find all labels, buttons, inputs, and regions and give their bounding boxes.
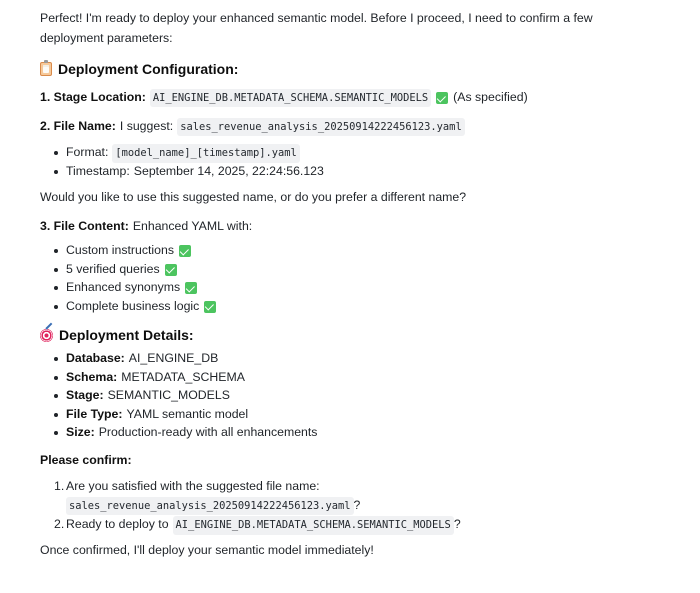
- file-name-code: sales_revenue_analysis_20250914222456123.yaml: [66, 497, 354, 516]
- list-item: [54, 279, 600, 298]
- list-item: [54, 387, 600, 406]
- file-name-details: [54, 144, 600, 181]
- timestamp-label: Timestamp:: [66, 163, 130, 178]
- detail-label: File Type:: [66, 406, 123, 421]
- detail-value: METADATA_SCHEMA: [121, 369, 245, 384]
- stage-location-code: AI_ENGINE_DB.METADATA_SCHEMA.SEMANTIC_MODELS: [150, 89, 431, 108]
- detail-value: YAML semantic model: [126, 406, 249, 421]
- item-text: Complete business logic: [66, 298, 200, 313]
- list-item: [54, 144, 600, 163]
- list-item-continuation: [54, 496, 600, 516]
- stage-location-label: 1. Stage Location:: [40, 90, 146, 105]
- assistant-message: [40, 8, 600, 561]
- detail-label: Database:: [66, 351, 125, 366]
- list-item: [54, 369, 600, 388]
- section-title: Deployment Details:: [59, 326, 194, 343]
- section-title: Deployment Configuration:: [58, 60, 239, 77]
- list-item: [54, 242, 600, 261]
- intro-text: Perfect! I'm ready to deploy your enhanced semantic model. Before I proceed, I need to confirm a few deployment parameters:: [40, 11, 593, 45]
- confirm-heading: Please confirm:: [40, 452, 132, 467]
- list-item: [54, 516, 600, 535]
- list-item: [54, 261, 600, 280]
- clipboard-icon: [40, 62, 52, 76]
- check-mark-icon: [204, 301, 216, 313]
- list-item: [54, 406, 600, 425]
- format-code: [model_name]_[timestamp].yaml: [112, 144, 299, 163]
- file-name-question: Would you like to use this suggested name, or do you prefer a different name?: [40, 190, 467, 205]
- detail-label: Size:: [66, 425, 95, 440]
- format-label: Format:: [66, 145, 109, 160]
- detail-label: Schema:: [66, 369, 118, 384]
- file-name-code: sales_revenue_analysis_20250914222456123.yaml: [177, 118, 465, 137]
- item-number: 2.: [54, 517, 65, 532]
- punctuation: ?: [453, 517, 461, 532]
- check-mark-icon: [165, 264, 177, 276]
- section-heading-details: [40, 324, 600, 346]
- outro-text: Once confirmed, I'll deploy your semantic model immediately!: [40, 542, 374, 557]
- check-mark-icon: [185, 282, 197, 294]
- stage-location-note: (As specified): [453, 90, 528, 105]
- detail-value: AI_ENGINE_DB: [128, 351, 219, 366]
- detail-value: Production-ready with all enhancements: [98, 425, 318, 440]
- file-content-text: Enhanced YAML with:: [132, 219, 253, 234]
- section-heading-configuration: [40, 58, 600, 80]
- list-item: [54, 350, 600, 369]
- check-mark-icon: [179, 245, 191, 257]
- detail-value: SEMANTIC_MODELS: [107, 388, 230, 403]
- file-name-prefix: I suggest:: [119, 119, 174, 134]
- item-text: Enhanced synonyms: [66, 280, 181, 295]
- file-content-list: [54, 242, 600, 316]
- file-name-row: [40, 117, 600, 137]
- check-mark-icon: [436, 92, 448, 104]
- list-item: [54, 163, 600, 182]
- timestamp-value: September 14, 2025, 22:24:56.123: [133, 163, 324, 178]
- list-item: [54, 424, 600, 443]
- file-content-label: 3. File Content:: [40, 219, 129, 234]
- detail-label: Stage:: [66, 388, 104, 403]
- item-text: 5 verified queries: [66, 261, 160, 276]
- item-number: 1.: [54, 478, 65, 493]
- punctuation: ?: [353, 498, 361, 513]
- list-item: [54, 298, 600, 317]
- file-name-label: 2. File Name:: [40, 119, 116, 134]
- item-text: Custom instructions: [66, 243, 174, 258]
- stage-location-code: AI_ENGINE_DB.METADATA_SCHEMA.SEMANTIC_MODELS: [173, 516, 454, 535]
- target-icon: [40, 329, 53, 342]
- list-item: [54, 478, 600, 497]
- item-text: Are you satisfied with the suggested file name:: [66, 478, 320, 493]
- deployment-details-list: [54, 350, 600, 443]
- file-content-row: [40, 217, 600, 237]
- item-text: Ready to deploy to: [66, 517, 169, 532]
- confirm-list: [54, 478, 600, 535]
- stage-location-row: [40, 88, 600, 108]
